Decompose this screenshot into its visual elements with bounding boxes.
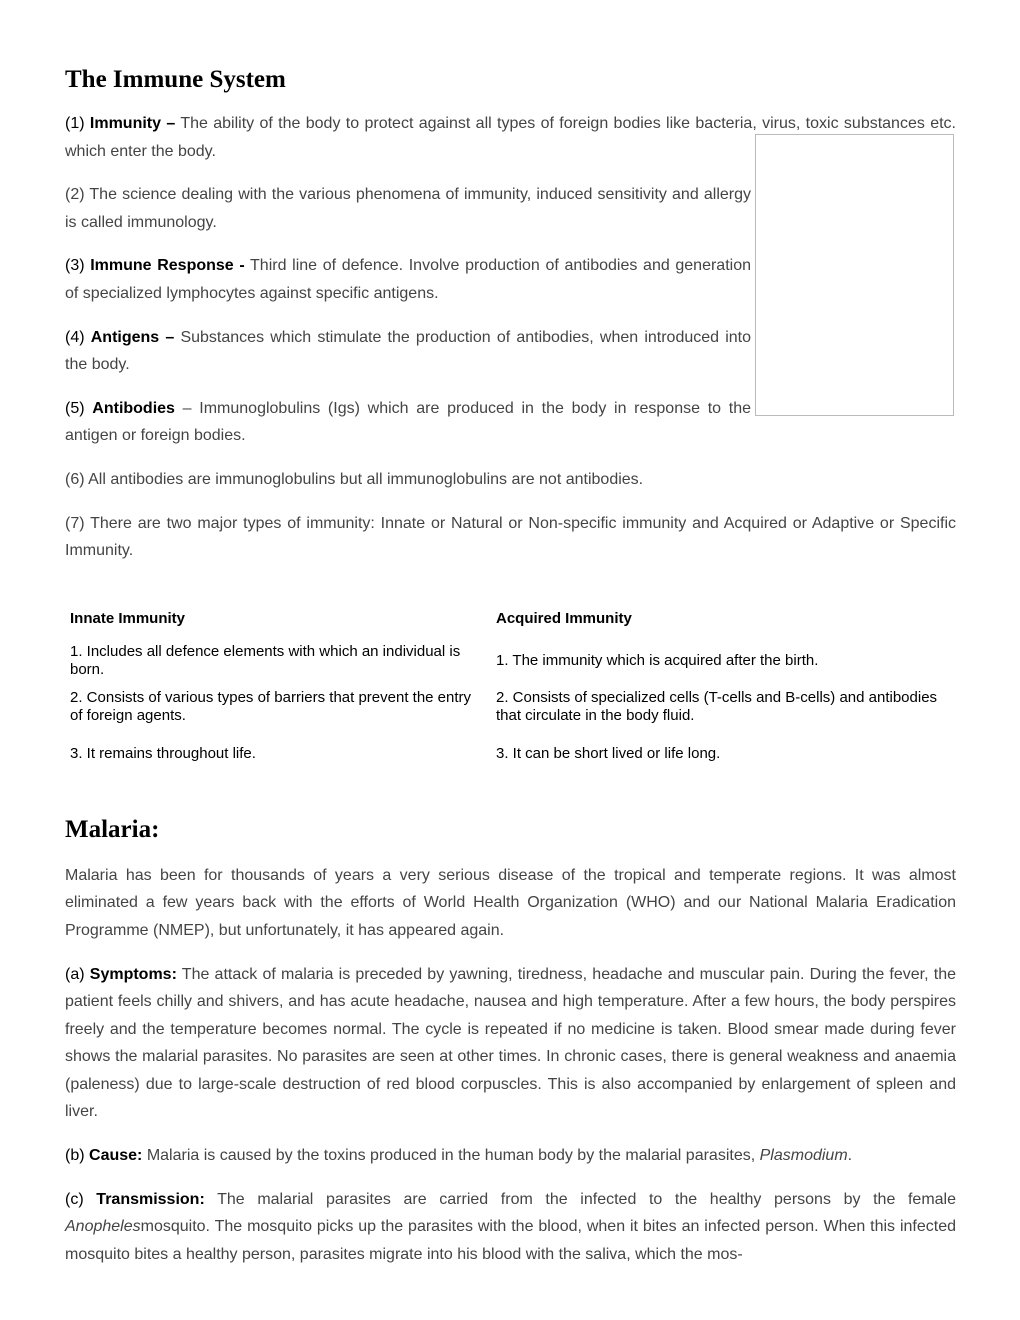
paragraph-immunity-types: (7) There are two major types of immunity: Innate or Natural or Non-specific immunity and Acquired or Adaptive or Specific Immunity. (65, 514, 956, 560)
item-number: (3) (65, 257, 85, 275)
section-title-immune-system: The Immune System (65, 66, 286, 93)
paragraph-transmission (65, 1186, 956, 1269)
item-number: (1) (65, 115, 85, 132)
section-title-malaria: Malaria: (65, 815, 160, 843)
term-immunity: Immunity – (89, 115, 176, 132)
paragraph-text: The attack of malaria is preceded by yawning, tiredness, headache and muscular pain. During the fever, the patient feels chilly and shivers, and has acute headache, nausea and high temperature. After a few hours, the body perspires freely and the temperature becomes normal. The cycle is repeated if no medicine is taken. Blood smear made during fever shows the malarial parasites. No parasites are seen at other times. In chronic cases, there is general weakness and anaemia (paleness) due to large-scale destruction of red blood corpuscles. This is also accompanied by enlargement of spleen and liver. (65, 965, 956, 1121)
definition-text: The ability of the body to protect against all types of foreign bodies like bacteria, virus, toxic substances etc. which enter the body. (65, 115, 956, 160)
paragraph-immunoglobulins: (6) All antibodies are immunoglobulins but all immunoglobulins are not antibodies. (65, 470, 644, 488)
table-row (65, 730, 956, 778)
table-cell: 3. It can be short lived or life long. (496, 744, 721, 762)
paragraph-malaria-intro: Malaria has been for thousands of years a very serious disease of the tropical and temperate regions. It was almost eliminated a few years back with the efforts of World Health Organization (WHO) and our National Malaria Eradication Programme (NMEP), but unfortunately, it has appeared again. (65, 866, 956, 939)
term-transmission: Transmission: (96, 1190, 205, 1208)
table-cell: 1. The immunity which is acquired after the birth. (496, 651, 819, 669)
paragraph-immunology: (2) The science dealing with the various phenomena of immunity, induced sensitivity and allergy is called immunology. (65, 186, 751, 231)
table-cell: 3. It remains throughout life. (70, 744, 256, 762)
paragraph-text: mosquito. The mosquito picks up the parasites with the blood, when it bites an infected person. When this infected mosquito bites a healthy person, parasites migrate into his blood with the saliva, which the mos- (65, 1218, 956, 1263)
term-antibodies: Antibodies (92, 399, 175, 417)
term-antigens: Antigens – (90, 328, 175, 346)
paragraph-immune-response (65, 252, 751, 307)
paragraph-cause (65, 1142, 956, 1170)
term-symptoms: Symptoms: (89, 965, 177, 983)
term-immune-response: Immune Response - (90, 257, 245, 275)
item-number: (5) (65, 399, 85, 417)
paragraph-antigens (65, 324, 751, 379)
table-cell: 2. Consists of specialized cells (T-cells and B-cells) and antibodies that circulate in the body fluid. (496, 688, 938, 724)
species-name: Anopheles (65, 1218, 141, 1236)
item-number: (c) (65, 1190, 84, 1208)
species-name: Plasmodium (759, 1147, 848, 1165)
paragraph-immunity (65, 110, 956, 165)
term-cause: Cause: (89, 1147, 143, 1165)
table-cell: 2. Consists of various types of barriers that prevent the entry of foreign agents. (70, 688, 472, 724)
definition-text: – Immunoglobulins (Igs) which are produced in the body in response to the antigen or foreign bodies. (65, 399, 752, 445)
item-number: (a) (65, 965, 85, 983)
paragraph-antibodies (65, 395, 751, 450)
immunity-comparison-table (65, 601, 956, 778)
paragraph-text: Malaria is caused by the toxins produced in the human body by the malarial parasites, (142, 1147, 760, 1165)
table-row (65, 684, 956, 730)
definition-text: Third line of defence. Involve production of antibodies and generation of specialized lymphocytes against specific antigens. (65, 257, 752, 302)
table-header-row (65, 601, 956, 638)
column-header-innate: Innate Immunity (70, 609, 186, 627)
paragraph-text: The malarial parasites are carried from the infected to the healthy persons by the female (204, 1190, 956, 1208)
item-number: (b) (65, 1147, 85, 1165)
definition-text: Substances which stimulate the production of antibodies, when introduced into the body. (65, 328, 752, 374)
column-header-acquired: Acquired Immunity (496, 609, 632, 627)
punctuation: . (847, 1147, 853, 1165)
table-cell: 1. Includes all defence elements with which an individual is born. (70, 642, 461, 678)
table-row (65, 638, 956, 684)
paragraph-symptoms (65, 961, 956, 1127)
item-number: (4) (65, 328, 85, 346)
document-page (65, 62, 956, 1284)
